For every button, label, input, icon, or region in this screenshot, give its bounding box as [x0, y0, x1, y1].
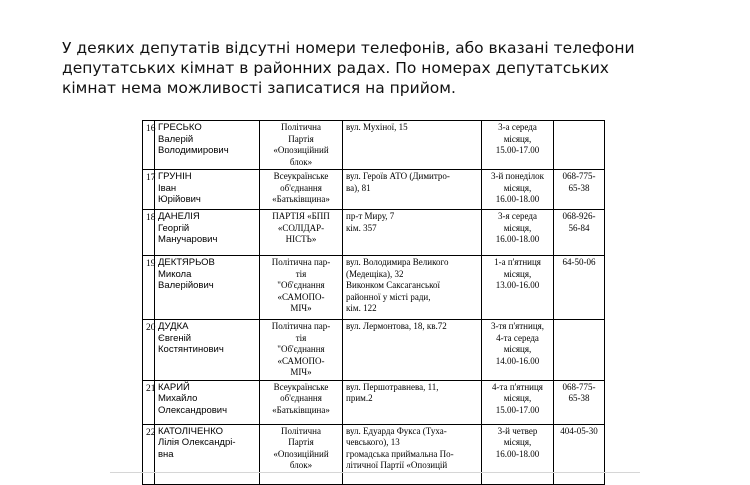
deputy-name-line: ДУДКА — [158, 321, 189, 332]
phone-line: 068-926- — [562, 211, 596, 221]
heading-line: кімнат нема можливості записатися на прийом. — [62, 79, 456, 97]
phone-cell — [554, 424, 605, 484]
address-cell — [343, 256, 482, 320]
party-line: «Опозиційний — [273, 145, 329, 155]
deputy-name-cell — [155, 424, 260, 484]
reception-time-line: місяця, — [503, 182, 532, 193]
reception-time-cell — [482, 121, 554, 170]
phone-line: 068-775- — [562, 381, 596, 392]
phone-line: 56-84 — [568, 222, 590, 233]
deputy-name-line: ГРУНІН — [158, 171, 192, 182]
page-divider — [110, 472, 640, 473]
party-line: ПАРТІЯ «БПП — [272, 211, 330, 221]
party-cell — [260, 170, 343, 210]
party-line: Всеукраїнське — [273, 381, 329, 392]
party-line: МІЧ» — [290, 303, 312, 313]
phone-line: 404-05-30 — [560, 425, 598, 436]
phone-cell — [554, 121, 605, 170]
party-line: «Батьківщина» — [272, 404, 330, 415]
deputies-table — [142, 120, 605, 485]
phone-line: 65-38 — [568, 393, 590, 403]
reception-time-line: 1-а п'ятниця — [494, 257, 541, 267]
reception-time-cell — [482, 170, 554, 210]
reception-time-cell — [482, 256, 554, 320]
address-cell — [343, 380, 482, 424]
party-line: «САМОПО- — [277, 291, 325, 302]
party-line: Політична — [281, 122, 321, 132]
table-row — [143, 210, 605, 256]
address-cell — [343, 424, 482, 484]
deputy-name-line: Костянтинович — [158, 344, 224, 355]
party-line: блок» — [289, 460, 313, 470]
party-line: блок» — [289, 156, 313, 167]
deputy-name-line: Валерій — [158, 133, 194, 145]
row-number: 19 — [143, 256, 155, 320]
deputy-name-cell — [155, 170, 260, 210]
address-line: вул. Володимира Великого — [346, 257, 449, 267]
reception-time-line: місяця, — [503, 222, 532, 233]
address-line: кім. 122 — [346, 303, 377, 313]
party-line: «САМОПО- — [277, 355, 325, 366]
row-number: 21 — [143, 380, 155, 424]
phone-cell — [554, 210, 605, 256]
party-line: Політична — [281, 425, 321, 436]
phone-cell — [554, 380, 605, 424]
deputy-name-line: ГРЕСЬКО — [158, 122, 202, 133]
party-line: Політична пар- — [271, 321, 331, 331]
deputy-name-line: Валерійович — [158, 280, 214, 291]
address-line: вул. Лермонтова, 18, кв.72 — [346, 321, 447, 331]
reception-time-cell — [482, 210, 554, 256]
reception-time-cell — [482, 380, 554, 424]
deputy-name-line: Євгеній — [158, 332, 192, 344]
address-line: районної у місті ради, — [346, 291, 431, 302]
deputy-name-cell — [155, 121, 260, 170]
party-line: «Батьківщина» — [272, 194, 330, 204]
deputy-name-line: Олександрович — [158, 404, 228, 416]
deputy-name-line: Володимирович — [158, 145, 229, 156]
table-row — [143, 121, 605, 170]
address-line: (Медещіка), 32 — [346, 268, 404, 279]
reception-time-line: 15.00-17.00 — [495, 145, 540, 155]
reception-time-line: 3-а середа — [498, 122, 537, 132]
reception-time-line: 3-й понеділок — [490, 171, 544, 181]
heading-paragraph — [62, 38, 712, 98]
document-scan — [110, 112, 640, 474]
reception-time-line: місяця, — [503, 437, 532, 447]
address-line: прим.2 — [346, 393, 373, 403]
table-row — [143, 424, 605, 484]
row-number: 17 — [143, 170, 155, 210]
reception-time-line: 15.00-17.00 — [495, 404, 540, 415]
party-line: "Об'єднання — [277, 280, 325, 290]
deputy-name-line: Лілія Олександрі- — [158, 437, 236, 448]
address-line: вул. Героїв АТО (Димитро- — [346, 171, 450, 181]
deputy-name-cell — [155, 320, 260, 381]
deputy-name-line: Юрійович — [158, 194, 201, 205]
reception-time-line: 4-та середа — [496, 332, 539, 343]
party-line: «СОЛІДАР- — [277, 222, 325, 233]
heading-line: депутатських кімнат в районних радах. По номерах депутатських — [62, 59, 609, 77]
address-cell — [343, 320, 482, 381]
address-line: пр-т Миру, 7 — [346, 211, 395, 221]
table-row — [143, 170, 605, 210]
row-number: 20 — [143, 320, 155, 381]
phone-line: 068-775- — [562, 171, 596, 181]
party-cell — [260, 380, 343, 424]
deputy-name-line: Михайло — [158, 393, 198, 404]
reception-time-line: 14.00-16.00 — [495, 355, 540, 366]
deputy-name-line: ДЕКТЯРЬОВ — [158, 257, 215, 268]
reception-time-cell — [482, 424, 554, 484]
party-cell — [260, 320, 343, 381]
address-cell — [343, 170, 482, 210]
phone-cell — [554, 256, 605, 320]
deputy-name-line: КАРИЙ — [158, 381, 190, 393]
party-line: НІСТЬ» — [285, 234, 317, 244]
table-row — [143, 320, 605, 381]
deputy-name-line: Іван — [158, 182, 177, 194]
heading-line: У деяких депутатів відсутні номери телефонів, або вказані телефони — [62, 39, 635, 57]
row-number: 18 — [143, 210, 155, 256]
address-line: вул. Першотравнева, 11, — [346, 381, 439, 392]
address-line: кім. 357 — [346, 222, 377, 233]
party-cell — [260, 256, 343, 320]
reception-time-line: 3-тя п'ятниця, — [490, 321, 545, 331]
row-number: 16 — [143, 121, 155, 170]
reception-time-cell — [482, 320, 554, 381]
party-cell — [260, 210, 343, 256]
phone-line: 64-50-06 — [562, 257, 596, 267]
deputy-name-line: Георгій — [158, 222, 190, 234]
reception-time-line: 16.00-18.00 — [495, 194, 540, 204]
table-body — [143, 121, 605, 485]
reception-time-line: 13.00-16.00 — [495, 280, 540, 290]
phone-cell — [554, 320, 605, 381]
address-cell — [343, 121, 482, 170]
deputy-name-cell — [155, 210, 260, 256]
address-cell — [343, 210, 482, 256]
row-number: 22 — [143, 424, 155, 484]
party-line: об'єднання — [280, 393, 322, 403]
party-line: «Опозиційний — [273, 448, 329, 459]
reception-time-line: 16.00-18.00 — [495, 448, 540, 459]
party-line: МІЧ» — [290, 367, 312, 377]
reception-time-line: 3-й четвер — [497, 425, 538, 436]
party-line: Політична пар- — [271, 257, 331, 267]
address-line: вул. Едуарда Фукса (Туха- — [346, 425, 447, 436]
party-line: Партія — [288, 437, 314, 447]
party-line: "Об'єднання — [277, 344, 325, 354]
party-line: Всеукраїнське — [273, 171, 329, 181]
reception-time-line: 4-та п'ятниця — [492, 381, 543, 392]
reception-time-line: 16.00-18.00 — [495, 234, 540, 244]
table-row — [143, 380, 605, 424]
address-line: ва), 81 — [346, 182, 371, 193]
phone-cell — [554, 170, 605, 210]
reception-time-line: 3-я середа — [498, 211, 537, 221]
reception-time-line: місяця, — [503, 344, 532, 354]
deputy-name-cell — [155, 380, 260, 424]
address-line: літичної Партії «Опозицій — [346, 460, 448, 470]
deputy-name-line: Манучарович — [158, 234, 218, 245]
table-row — [143, 256, 605, 320]
deputy-name-cell — [155, 256, 260, 320]
party-line: тія — [295, 268, 307, 279]
party-line: Партія — [288, 133, 314, 144]
reception-time-line: місяця, — [503, 393, 532, 403]
address-line: вул. Мухіної, 15 — [346, 122, 408, 132]
deputy-name-line: Микола — [158, 268, 192, 280]
party-cell — [260, 424, 343, 484]
address-line: чевського), 13 — [346, 437, 400, 447]
deputy-name-line: ДАНЕЛІЯ — [158, 211, 200, 222]
address-line: Виконком Саксаганської — [346, 280, 441, 290]
party-line: об'єднання — [280, 182, 322, 193]
party-cell — [260, 121, 343, 170]
party-line: тія — [295, 332, 307, 343]
reception-time-line: місяця, — [503, 268, 532, 279]
deputy-name-line: КАТОЛІЧЕНКО — [158, 425, 224, 437]
address-line: громадська приймальна По- — [346, 448, 454, 459]
phone-line: 65-38 — [568, 182, 590, 193]
reception-time-line: місяця, — [503, 133, 532, 144]
deputy-name-line: вна — [158, 448, 174, 460]
